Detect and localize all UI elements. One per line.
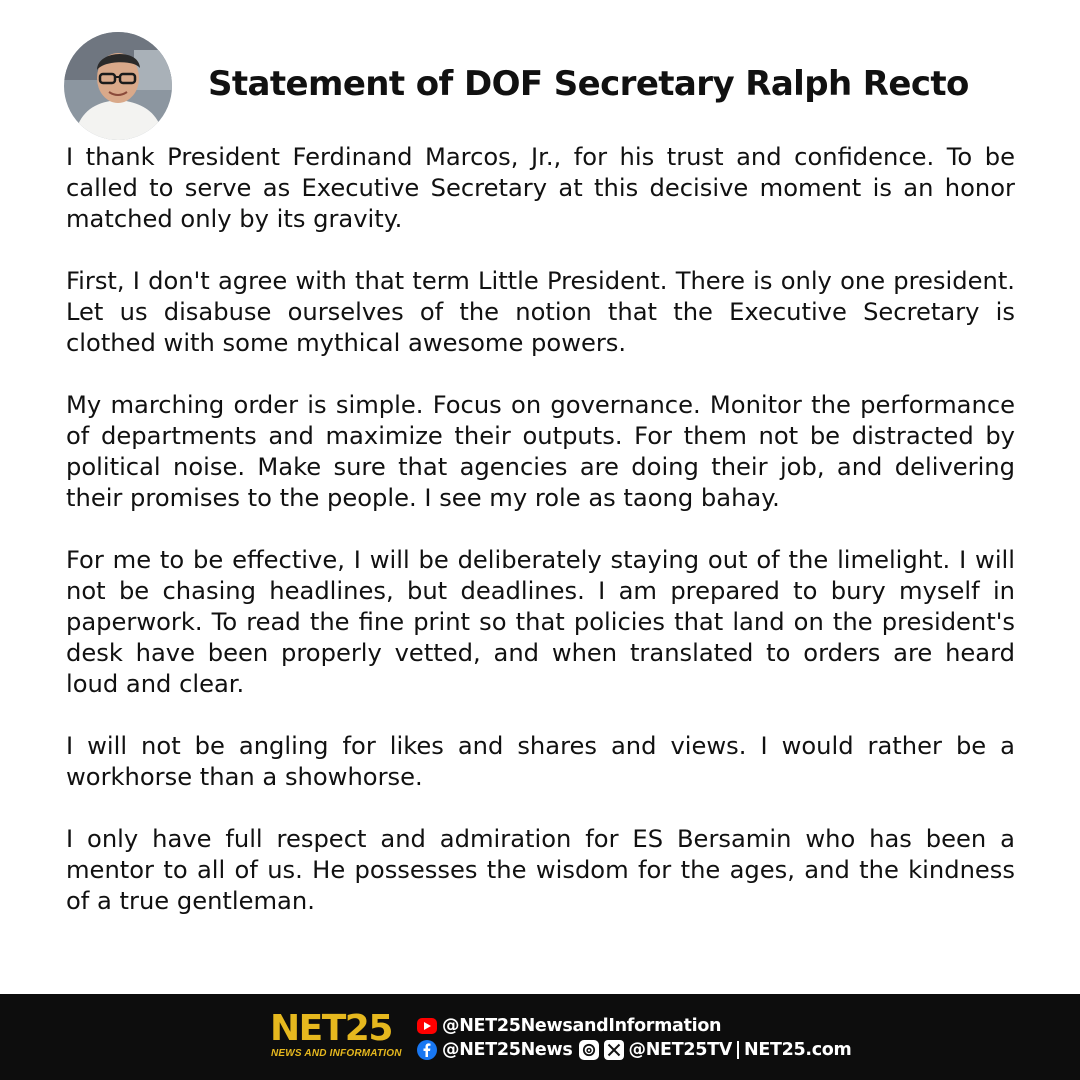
logo-tagline: NEWS AND INFORMATION — [271, 1048, 402, 1059]
statement-paragraph: For me to be effective, I will be deliberately staying out of the limelight. I will not be chasing headlines, but deadlines. I am prepared to bury myself in paperwork. To read the fine print so that policies that land on the president's desk have been properly vetted, and when translated to orders are heard loud and clear. — [66, 546, 1015, 698]
statement-paragraph: I only have full respect and admiration for ES Bersamin who has been a mentor to all of us. He possesses the wisdom for the ages, and the kindness of a true gentleman. — [66, 825, 1015, 915]
youtube-handle[interactable]: @NET25NewsandInformation — [442, 1016, 722, 1036]
website-link[interactable]: NET25.com — [743, 1040, 852, 1060]
statement-paragraph: I thank President Ferdinand Marcos, Jr., for his trust and confidence. To be called to serve as Executive Secretary at this decisive moment is an honor matched only by its gravity. — [66, 143, 1015, 233]
statement-paragraph: First, I don't agree with that term Little President. There is only one president. Let us disabuse ourselves of the notion that the Executive Secretary is clothed with some mythical awesome powers. — [66, 267, 1015, 357]
facebook-icon[interactable] — [417, 1040, 437, 1060]
social-handles — [417, 1014, 851, 1064]
avatar — [64, 32, 172, 140]
statement-body — [66, 142, 1015, 917]
statement-paragraph: My marching order is simple. Focus on governance. Monitor the performance of departments and maximize their outputs. For them not be distracted by political noise. Make sure that agencies are doing their job, and delivering their promises to the people. I see my role as taong bahay. — [66, 391, 1015, 512]
statement-paragraph: I will not be angling for likes and shares and views. I would rather be a workhorse than a showhorse. — [66, 732, 1015, 791]
logo-wordmark: NET25 — [270, 1008, 392, 1049]
net25-logo — [270, 1010, 406, 1064]
social-row-youtube — [417, 1014, 851, 1038]
facebook-handle[interactable]: @NET25News — [442, 1040, 573, 1060]
portrait-image — [64, 32, 172, 140]
page-title: Statement of DOF Secretary Ralph Recto — [208, 64, 969, 104]
social-row-other — [417, 1038, 851, 1062]
x-icon[interactable] — [604, 1040, 624, 1060]
divider — [737, 1041, 739, 1059]
footer-bar — [0, 994, 1080, 1080]
threads-x-handle[interactable]: @NET25TV — [628, 1040, 732, 1060]
statement-header — [0, 0, 1080, 145]
youtube-icon[interactable] — [417, 1018, 437, 1034]
threads-icon[interactable] — [579, 1040, 599, 1060]
